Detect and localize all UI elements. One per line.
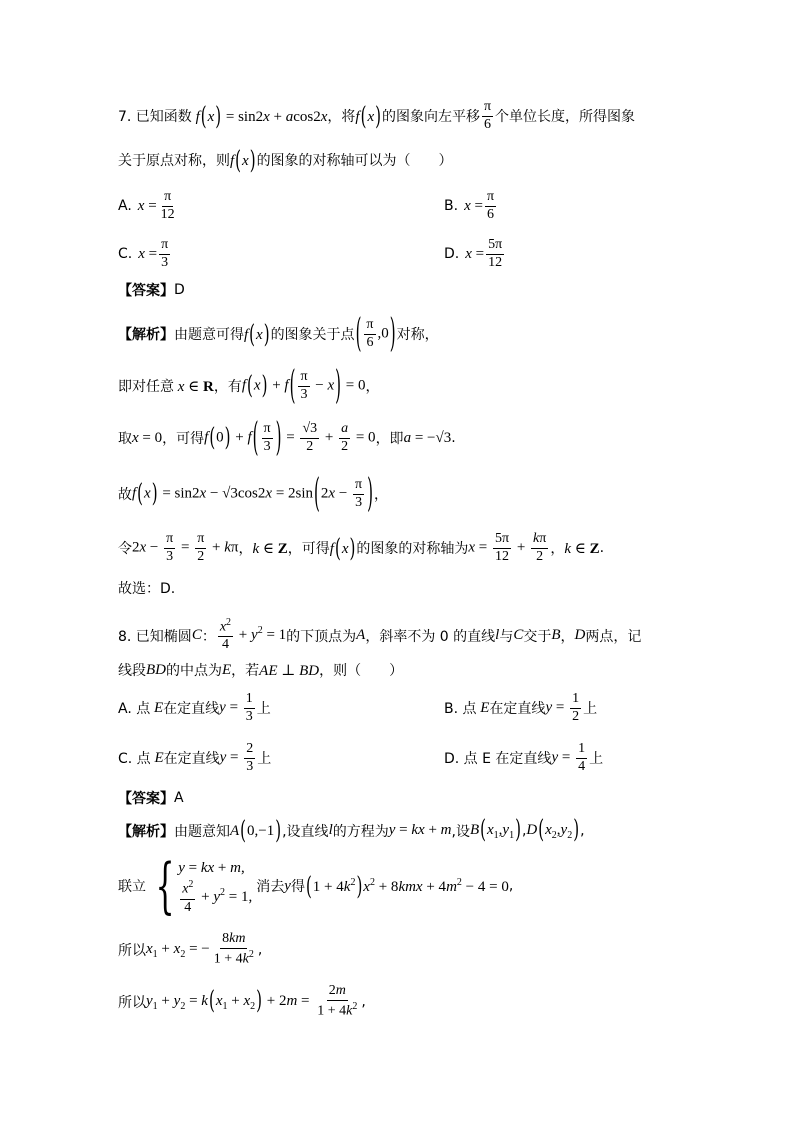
fraction: $\frac{5\pi}{12}$	[488, 237, 503, 270]
q7-option-b	[444, 190, 498, 222]
math: y = $\frac{1}{2}$	[545, 691, 580, 724]
system: y = kx + m, $\frac{x^2}{4}$ + $y^2 = 1$,	[178, 860, 253, 915]
q7-stem-line1	[118, 100, 635, 132]
option-text: D. 点 E 在定直线	[444, 751, 552, 768]
q7-text: 的图象的对称轴可以为（ ）	[256, 153, 453, 169]
math: B	[551, 627, 561, 644]
q8-text: 的中点为	[166, 663, 222, 679]
math: y = $\frac{1}{4}$	[551, 741, 586, 774]
q8-solution-line3	[118, 932, 262, 967]
math: E	[222, 661, 232, 678]
q7-pi-over-6: $\frac{\pi}{6}$	[483, 99, 492, 132]
option-math: x =	[464, 197, 483, 214]
q8-solution-line1	[118, 813, 585, 846]
option-label: D.	[444, 246, 460, 263]
option-math: x =	[465, 245, 485, 262]
math: $(1 + 4k^2)x^2 + 8kmx + 4m^2 - 4 = 0$	[305, 870, 509, 901]
q8-text: 的下顶点为	[286, 628, 357, 645]
solution-text: ，	[365, 379, 380, 396]
q8-text: ，斜率不为 0 的直线	[365, 628, 496, 645]
fraction: $\frac{\pi}{6}$	[486, 189, 495, 222]
q8-stem-line1	[118, 618, 641, 653]
q7-option-a	[118, 190, 179, 222]
q7-function: f(x) = sin2x + acos2x	[195, 100, 328, 131]
option-math: x =	[138, 245, 158, 262]
solution-text: ，	[238, 541, 253, 558]
q8-text: 与	[499, 628, 514, 645]
math: A(0,−1)	[230, 814, 282, 846]
option-label: A.	[118, 198, 132, 215]
math: k ∈ Z	[564, 540, 600, 557]
brace: {	[155, 851, 175, 921]
option-text: 上	[256, 701, 271, 718]
solution-label: 【解析】	[118, 823, 174, 840]
math: y	[284, 877, 291, 894]
math: f(x) + f( $\frac{\pi}{3}$ − x) = 0	[241, 361, 366, 409]
math: E	[476, 699, 490, 716]
q8-text: ，	[560, 628, 575, 645]
solution-text: 由题意知	[174, 823, 230, 840]
solution-text: ，可得	[287, 541, 330, 558]
q7-text: 的图象向左平移	[381, 109, 480, 126]
math: 2x − $\frac{\pi}{3}$ = $\frac{\pi}{2}$ + kπ	[132, 531, 239, 564]
math: x = 0	[132, 429, 163, 446]
q8-stem-line2	[118, 660, 403, 680]
solution-text: ,	[580, 822, 585, 839]
q8-option-d	[444, 742, 603, 774]
solution-text: 联立	[118, 879, 146, 895]
solution-text: 对称，	[396, 327, 439, 344]
q7-option-d	[444, 238, 506, 270]
q7-fx: f(x)	[355, 100, 381, 131]
solution-text: ，可得	[162, 431, 205, 448]
math: y = kx + m	[388, 822, 452, 838]
q8-solution-line4	[118, 984, 366, 1019]
math: ( $\frac{\pi}{6}$ ,0)	[355, 309, 396, 357]
math: AE ⊥ BD	[259, 662, 320, 679]
solution-text: ,	[257, 941, 263, 958]
q8-text: ，若	[231, 663, 260, 679]
solution-text: 的方程为	[332, 823, 389, 840]
solution-text: 故	[118, 487, 132, 504]
q7-text: 个单位长度，所得图象	[495, 109, 636, 126]
math: f(x) = sin2x − √3cos2x = 2sin(2x − $\frac{\pi}{3}$ )	[132, 469, 373, 517]
solution-text: ,	[508, 878, 514, 894]
fraction: $\frac{\pi}{12}$	[160, 189, 175, 222]
option-text: A. 点	[118, 701, 151, 718]
q7-fx: f(x)	[230, 144, 256, 175]
q8-text: 线段	[118, 663, 146, 679]
math: D	[574, 627, 586, 644]
q7-option-c	[118, 238, 172, 270]
solution-text: ，即	[375, 431, 404, 448]
math: f(x)	[329, 532, 356, 563]
q8-text: 交于	[523, 628, 552, 645]
q7-answer	[118, 280, 185, 300]
math: l	[495, 627, 500, 644]
fraction: $\frac{\pi}{3}$	[161, 237, 169, 270]
option-label: C.	[118, 246, 133, 263]
solution-text: ,设	[451, 823, 470, 840]
solution-text: 所以	[118, 942, 146, 959]
answer-label: 【答案】	[118, 283, 174, 299]
q7-solution-line6	[118, 578, 175, 598]
math: $\frac{x^2}{4}$ + $y^2 = 1$	[219, 617, 287, 653]
math: k ∈ Z	[252, 540, 288, 557]
option-text: 在定直线	[489, 701, 546, 718]
q7-text: ，将	[327, 109, 356, 126]
solution-text: 取	[118, 431, 132, 448]
q7-solution-line2	[118, 361, 380, 409]
answer-label: 【答案】	[118, 791, 174, 807]
math: $x_1 + x_2$ = − $\frac{8km}{1 + 4k^2}$	[146, 931, 254, 967]
math: f(x)	[244, 318, 270, 349]
q7-stem-line2	[118, 144, 453, 175]
option-text: 在定直线	[163, 701, 220, 718]
solution-text: ,	[361, 993, 366, 1010]
q8-answer	[118, 788, 184, 808]
q7-text: 关于原点对称，则	[118, 153, 230, 169]
q8-solution-line2	[118, 851, 514, 921]
math: a = −√3	[403, 429, 452, 446]
option-text: C. 点	[118, 751, 151, 768]
solution-text: 得	[290, 879, 305, 895]
q8-text: ：	[201, 628, 216, 645]
q8-option-b	[444, 692, 597, 724]
answer-value: A	[174, 790, 184, 806]
solution-text: ，	[550, 541, 565, 558]
math: x = $\frac{5\pi}{12}$ + $\frac{k\pi}{2}$	[468, 531, 547, 564]
q7-solution-line5	[118, 532, 604, 564]
solution-text: ，有	[213, 379, 242, 396]
q8-text: 两点，记	[585, 628, 642, 645]
math: y = $\frac{1}{3}$	[219, 691, 253, 724]
option-text: 在定直线	[163, 751, 220, 768]
option-label: B.	[444, 198, 459, 215]
math: A	[356, 627, 366, 644]
math: $y_1 + y_2 = k(x_1 + x_2) + 2m$ = $\frac{2m}{1 + 4k^2}$	[146, 983, 358, 1019]
q7-text: 7. 已知函数	[118, 109, 192, 126]
math: BD	[146, 661, 166, 678]
solution-text: ,	[521, 822, 527, 839]
q7-solution-line1	[118, 309, 439, 357]
solution-text: 故选：D.	[118, 581, 176, 597]
q8-option-c	[118, 742, 271, 774]
solution-text: 即对任意	[118, 379, 174, 396]
math: E	[150, 749, 164, 766]
option-text: B. 点	[444, 701, 477, 718]
solution-text: 的图象的对称轴为	[356, 541, 469, 558]
math: C	[191, 627, 202, 644]
q7-solution-line4	[118, 469, 388, 517]
q8-option-a	[118, 692, 271, 724]
solution-text: 消去	[256, 879, 285, 895]
q8-text: ，则（ ）	[319, 663, 404, 679]
option-text: 上	[589, 751, 604, 768]
solution-text: 所以	[118, 994, 146, 1011]
solution-text: 令	[118, 541, 132, 558]
solution-text: 的图象关于点	[270, 327, 355, 344]
solution-text: .	[451, 430, 456, 447]
solution-text: .	[599, 540, 605, 557]
option-math: x =	[137, 197, 157, 214]
math: $D(x_2,y_2)$	[526, 813, 580, 845]
solution-text: ,设直线	[282, 823, 329, 840]
math: C	[513, 627, 524, 644]
q8-text: 8. 已知椭圆	[118, 628, 192, 645]
math: l	[328, 822, 333, 838]
option-text: 上	[583, 701, 598, 718]
math: $B(x_1,y_1)$	[469, 813, 521, 845]
solution-text: 由题意可得	[174, 327, 244, 344]
answer-value: D	[174, 282, 185, 298]
solution-label: 【解析】	[118, 327, 174, 344]
math: x ∈ R	[177, 378, 214, 395]
math: y = $\frac{2}{3}$	[219, 741, 254, 774]
solution-text: ，	[373, 487, 388, 504]
q7-solution-line3	[118, 413, 456, 461]
math: f(0) + f( $\frac{\pi}{3}$ ) = $\frac{√3}{2}$ + $\frac{a}{2}$ = 0	[204, 413, 376, 461]
option-text: 上	[257, 751, 272, 768]
math: E	[150, 699, 164, 716]
